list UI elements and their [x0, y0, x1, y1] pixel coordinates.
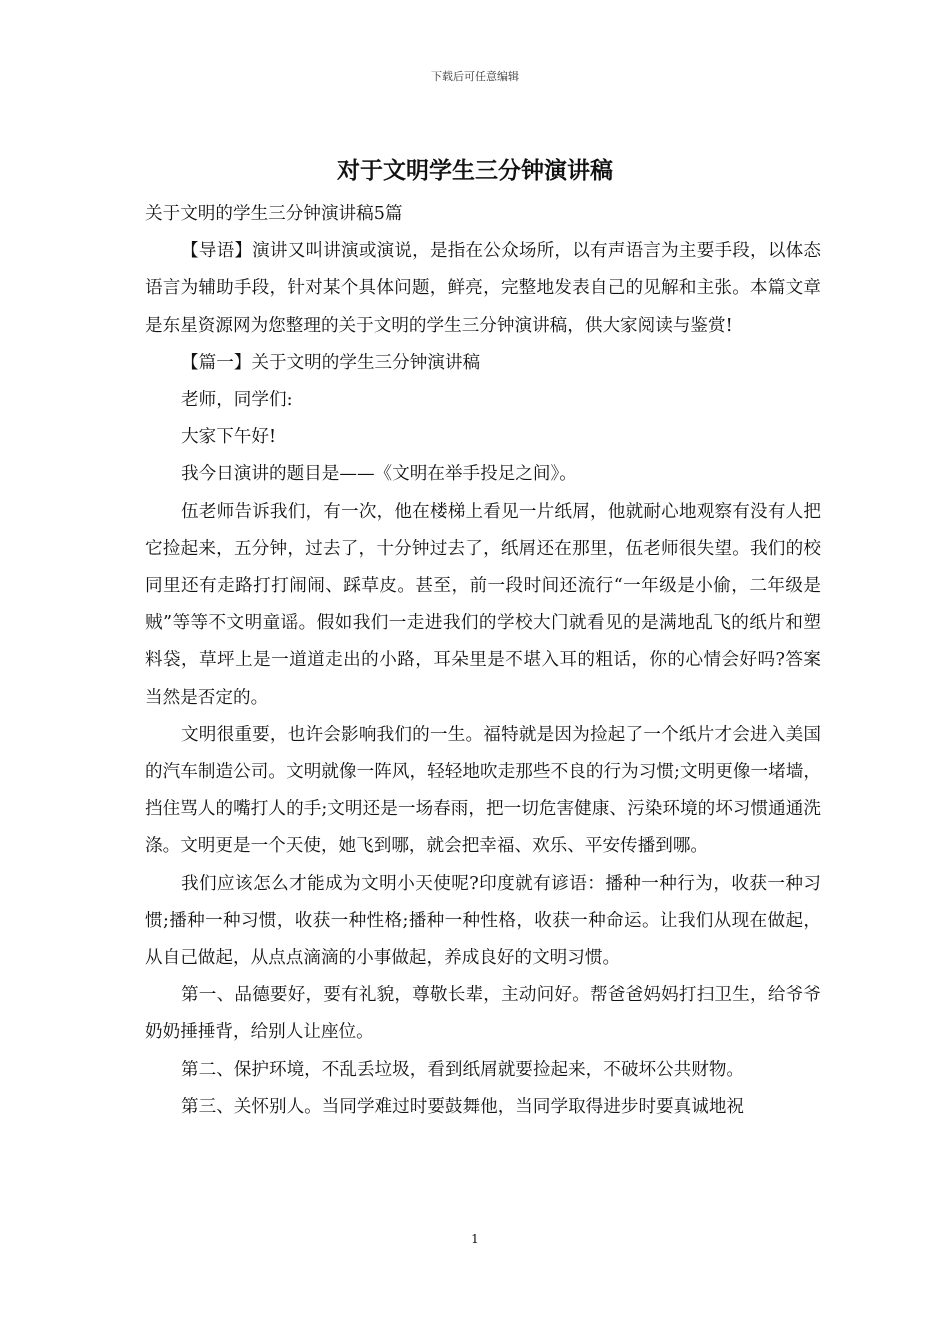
paragraph-salutation: 老师，同学们: — [181, 390, 293, 411]
paragraph-intro: 【导语】演讲又叫讲演或演说，是指在公众场所，以有声语言为主要手段，以体态语言为辅助手段，针对某个具体问题，鲜亮，完整地发表自己的见解和主张。本篇文章是东星资源网为您整理的关于文明的学生三分钟演讲稿，供大家阅读与鉴赏! — [145, 241, 821, 336]
paragraph-story: 伍老师告诉我们，有一次，他在楼梯上看见一片纸屑，他就耐心地观察有没有人把它捡起来，五分钟，过去了，十分钟过去了，纸屑还在那里，伍老师很失望。我们的校同里还有走路打打闹闹、踩草皮。甚至，前一段时间还流行“一年级是小偷，二年级是贼”等等不文明童谣。假如我们一走进我们的学校大门就看见的是满地乱飞的纸片和塑料袋，草坪上是一道道走出的小路，耳朵里是不堪入耳的粗话，你的心情会好吗?答案当然是否定的。 — [145, 501, 821, 708]
paragraph-how: 我们应该怎么才能成为文明小天使呢?印度就有谚语：播种一种行为，收获一种习惯;播种一种习惯，收获一种性格;播种一种性格，收获一种命运。让我们从现在做起，从自己做起，从点点滴滴的小事做起，养成良好的文明习惯。 — [145, 873, 821, 969]
document-title: 对于文明学生三分钟演讲稿 — [337, 158, 613, 184]
paragraph-point-one: 第一、品德要好，要有礼貌，尊敬长辈，主动问好。帮爸爸妈妈打扫卫生，给爷爷奶奶捶捶背，给别人让座位。 — [145, 985, 821, 1043]
document-body — [145, 196, 821, 1126]
page-number: 1 — [471, 1232, 479, 1246]
paragraph-greeting: 大家下午好! — [181, 427, 277, 448]
page-header: 下载后可任意编辑 — [431, 70, 519, 83]
section-heading: 【篇一】关于文明的学生三分钟演讲稿 — [181, 352, 481, 373]
paragraph-topic: 我今日演讲的题目是——《文明在举手投足之间》。 — [181, 464, 577, 485]
paragraph-point-three: 第三、关怀别人。当同学难过时要鼓舞他，当同学取得进步时要真诚地祝 — [181, 1096, 745, 1117]
document-subtitle: 关于文明的学生三分钟演讲稿5篇 — [145, 204, 403, 224]
paragraph-importance: 文明很重要，也许会影响我们的一生。福特就是因为捡起了一个纸片才会进入美国的汽车制造公司。文明就像一阵风，轻轻地吹走那些不良的行为习惯;文明更像一堵墙，挡住骂人的嘴打人的手;文明还是一场春雨，把一切危害健康、污染环境的坏习惯通通洗涤。文明更是一个天使，她飞到哪，就会把幸福、欢乐、平安传播到哪。 — [145, 724, 821, 857]
paragraph-point-two: 第二、保护环境，不乱丢垃圾，看到纸屑就要捡起来，不破坏公共财物。 — [181, 1059, 745, 1080]
